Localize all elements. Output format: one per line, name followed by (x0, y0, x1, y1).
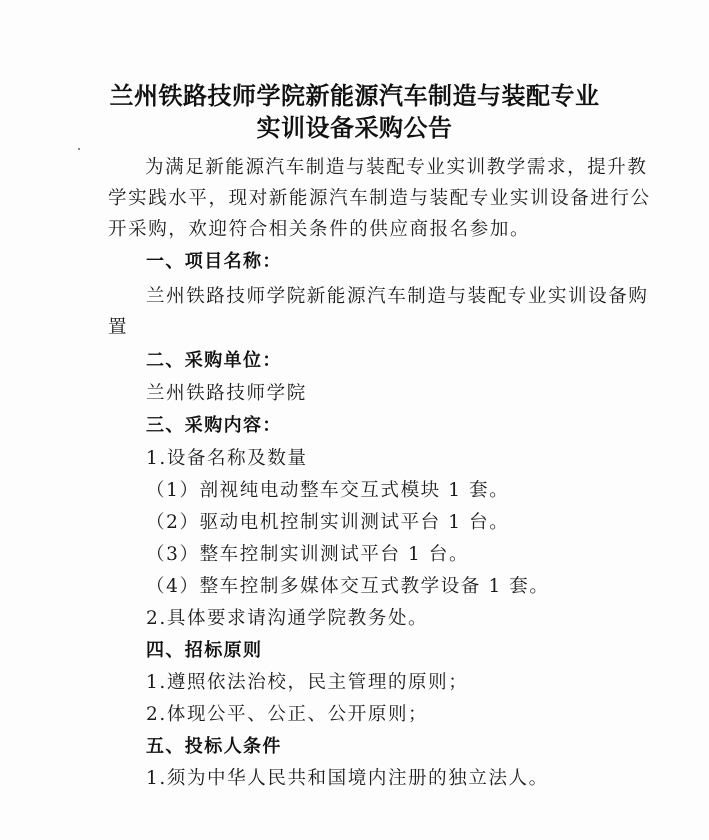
purchaser-value: 兰州铁路技师学院 (146, 383, 307, 404)
principles-item: 1.遵照依法治校，民主管理的原则； (146, 672, 469, 693)
purchaser-heading: 二、采购单位： (146, 350, 282, 371)
principles-item: 2.体现公平、公正、公开原则； (146, 704, 429, 725)
equipment-item: （3）整车控制实训测试平台 1 台。 (146, 544, 470, 565)
intro-line-2: 学实践水平，现对新能源汽车制造与装配专业实训设备进行公 (108, 188, 651, 209)
principles-heading: 四、招标原则 (146, 640, 263, 661)
project-name-heading: 一、项目名称： (146, 251, 282, 272)
project-name-line-2: 置 (108, 317, 129, 338)
equipment-item: （2）驱动电机控制实训测试平台 1 台。 (146, 512, 510, 533)
equipment-item: （1）剖视纯电动整车交互式模块 1 套。 (146, 480, 510, 501)
document-title-line-2: 实训设备采购公告 (256, 114, 453, 142)
document-title-line-1: 兰州铁路技师学院新能源汽车制造与装配专业 (109, 82, 600, 110)
bidder-item: 1.须为中华人民共和国境内注册的独立法人。 (146, 768, 549, 789)
content-heading: 三、采购内容： (146, 415, 282, 436)
scan-speck (78, 148, 80, 150)
content-note: 2.具体要求请沟通学院教务处。 (146, 608, 429, 629)
bidder-heading: 五、投标人条件 (146, 736, 282, 757)
equipment-item: （4）整车控制多媒体交互式教学设备 1 套。 (146, 576, 550, 597)
intro-line-1: 为满足新能源汽车制造与装配专业实训教学需求，提升教 (145, 157, 648, 178)
project-name-line-1: 兰州铁路技师学院新能源汽车制造与装配专业实训设备购 (146, 286, 649, 307)
intro-line-3: 开采购，欢迎符合相关条件的供应商报名参加。 (108, 219, 531, 240)
content-subheading: 1.设备名称及数量 (146, 448, 308, 469)
